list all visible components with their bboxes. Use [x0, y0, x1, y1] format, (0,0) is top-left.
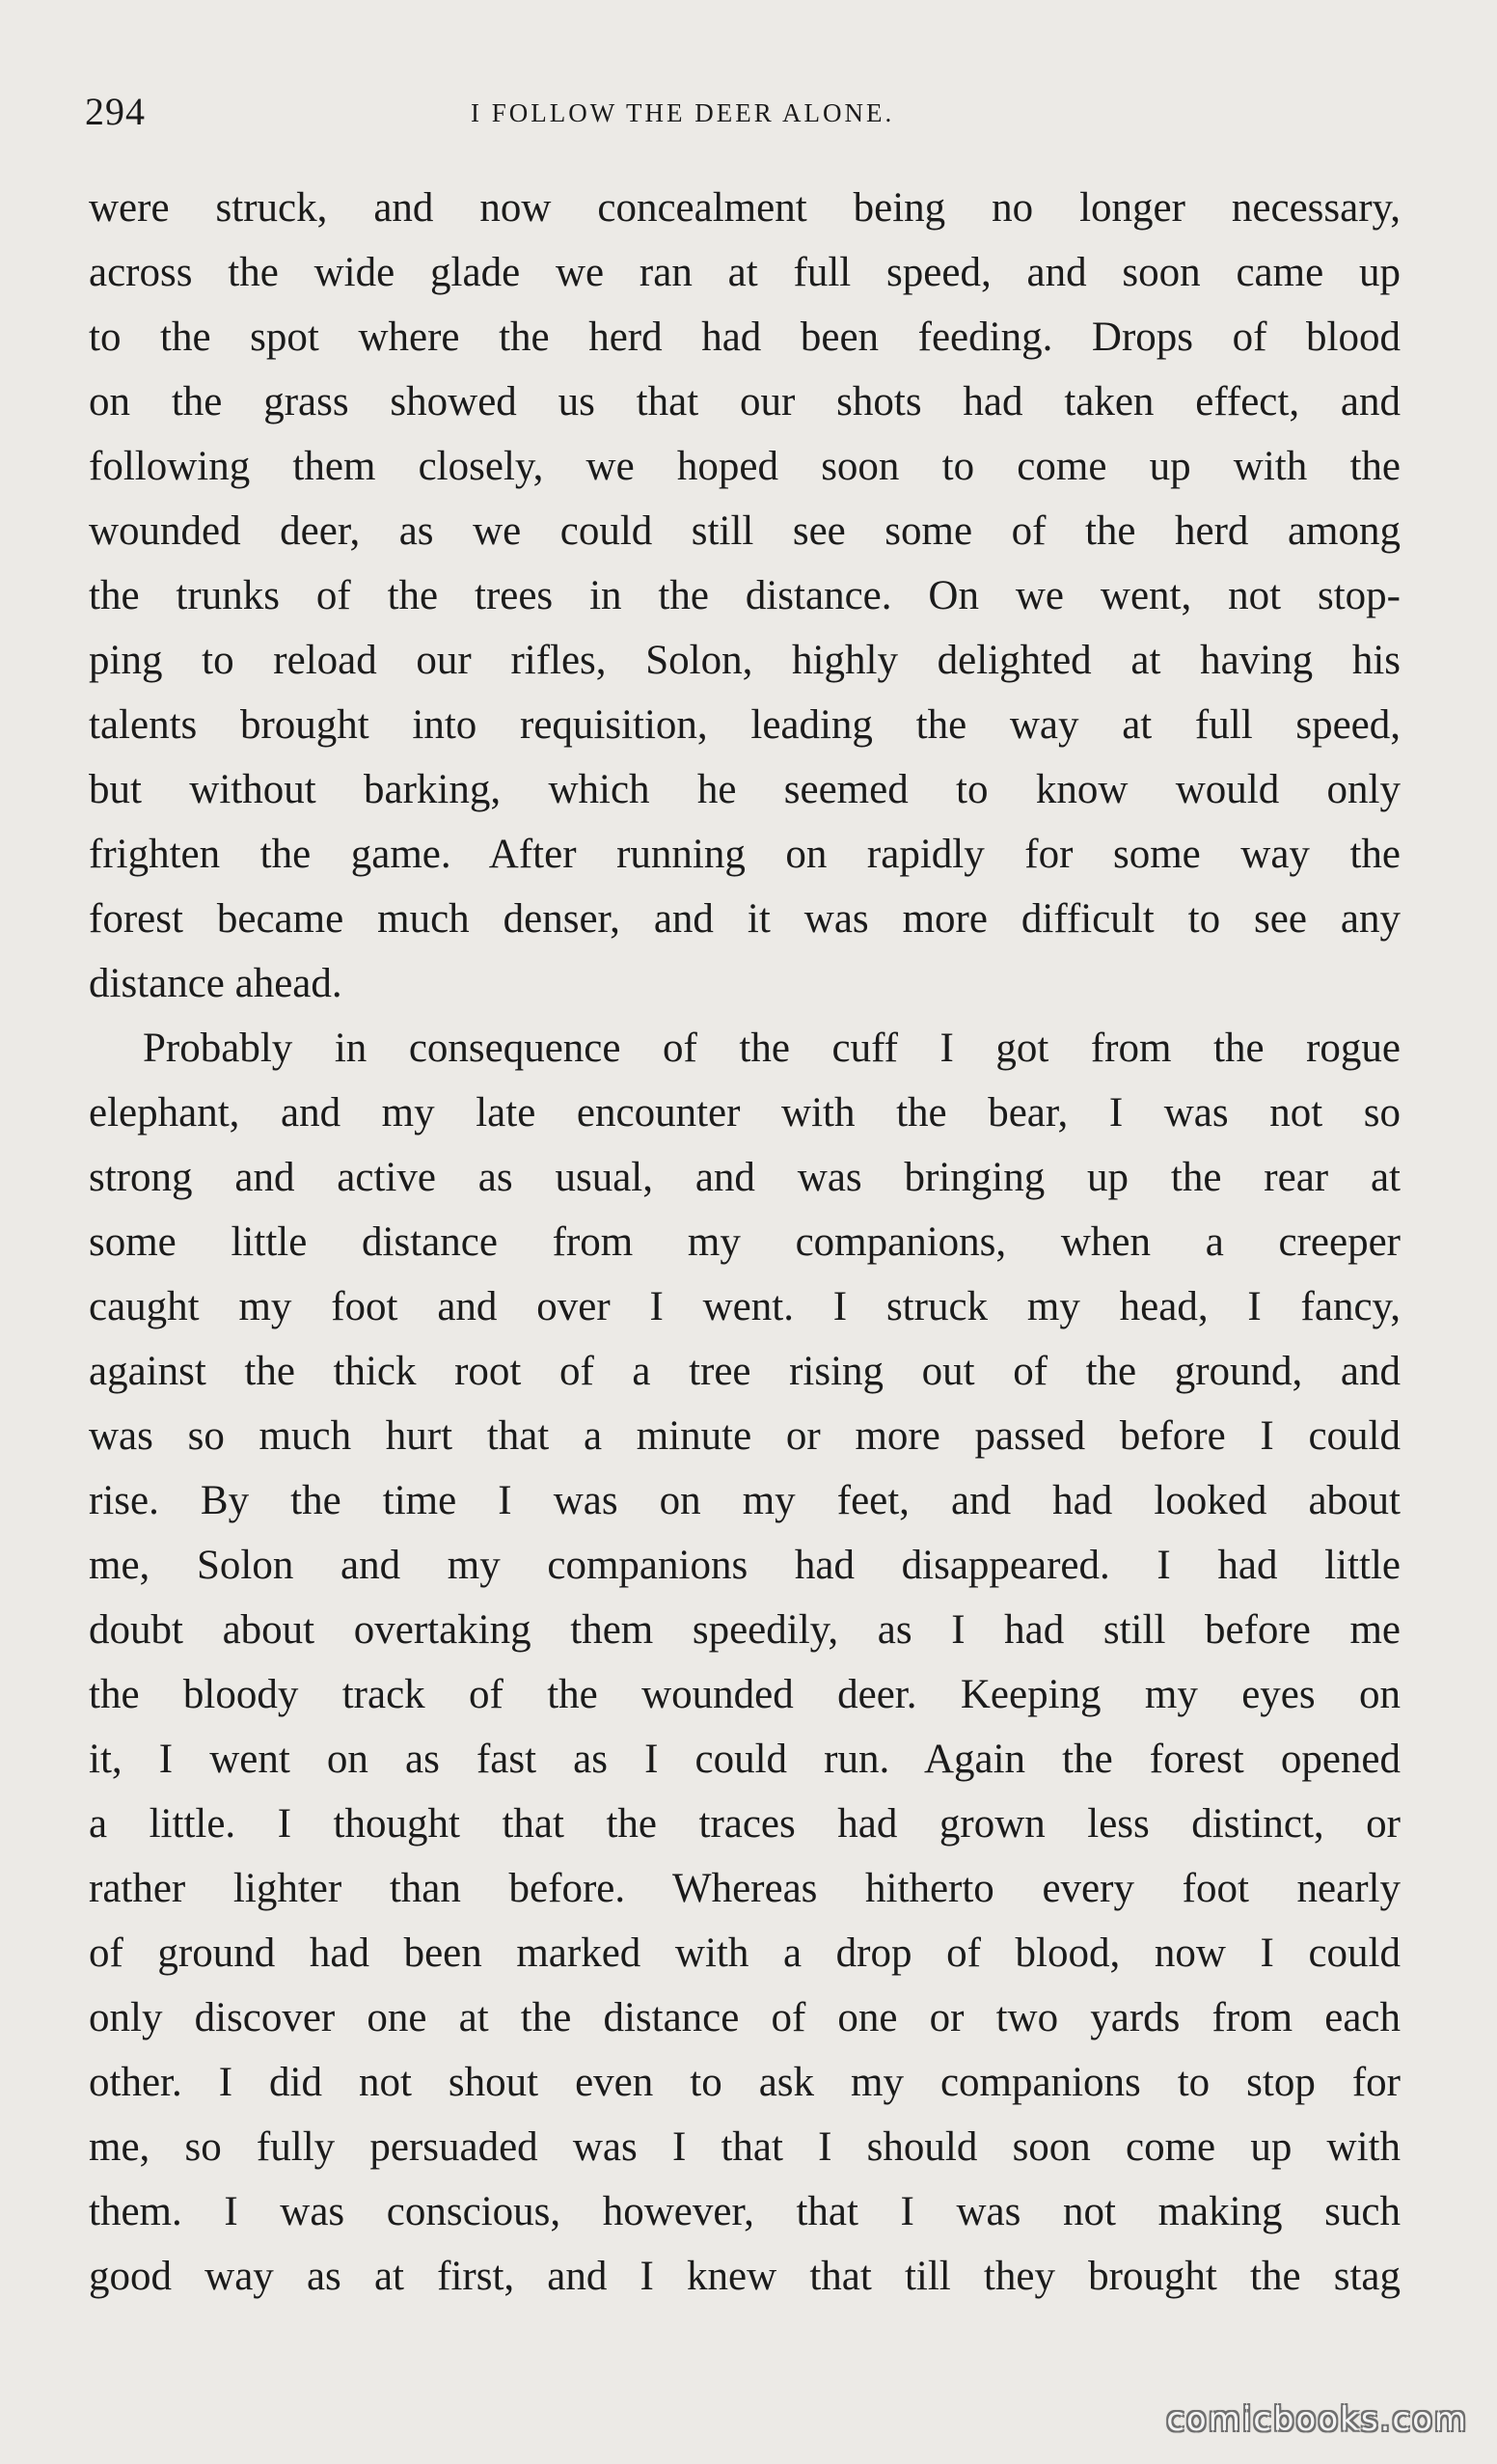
- text-line: good way as at first, and I knew that till they brought the stag: [89, 2254, 1401, 2299]
- text-line: rather lighter than before. Whereas hitherto every foot nearly: [89, 1866, 1401, 1911]
- text-line: were struck, and now concealment being no longer necessary,: [89, 185, 1401, 231]
- body-text: [89, 176, 1401, 2309]
- text-line: frighten the game. After running on rapidly for some way the: [89, 832, 1401, 877]
- text-line: caught my foot and over I went. I struck my head, I fancy,: [89, 1284, 1401, 1329]
- text-line: it, I went on as fast as I could run. Again the forest opened: [89, 1737, 1401, 1782]
- text-line: ping to reload our rifles, Solon, highly delighted at having his: [89, 638, 1401, 683]
- text-line: but without barking, which he seemed to know would only: [89, 767, 1401, 812]
- text-line: Probably in consequence of the cuff I got from the rogue: [143, 1026, 1401, 1071]
- text-line: distance ahead.: [89, 961, 342, 1006]
- text-line: me, so fully persuaded was I that I should soon come up with: [89, 2124, 1401, 2170]
- text-line: wounded deer, as we could still see some of the herd among: [89, 508, 1401, 554]
- text-line: them. I was conscious, however, that I was not making such: [89, 2189, 1401, 2234]
- running-head: I FOLLOW THE DEER ALONE.: [471, 98, 895, 127]
- text-line: forest became much denser, and it was more difficult to see any: [89, 896, 1401, 942]
- text-line: was so much hurt that a minute or more passed before I could: [89, 1413, 1401, 1459]
- text-line: elephant, and my late encounter with the bear, I was not so: [89, 1090, 1401, 1136]
- text-line: some little distance from my companions, when a creeper: [89, 1219, 1401, 1265]
- text-line: the trunks of the trees in the distance. On we went, not stop-: [89, 573, 1401, 618]
- text-line: the bloody track of the wounded deer. Keeping my eyes on: [89, 1672, 1401, 1717]
- page-number: 294: [85, 90, 146, 133]
- text-line: doubt about overtaking them speedily, as I had still before me: [89, 1607, 1401, 1653]
- text-line: strong and active as usual, and was bringing up the rear at: [89, 1155, 1401, 1200]
- paragraph: [89, 1016, 1401, 2309]
- text-line: of ground had been marked with a drop of blood, now I could: [89, 1930, 1401, 1976]
- text-line: talents brought into requisition, leading the way at full speed,: [89, 702, 1401, 748]
- text-line: rise. By the time I was on my feet, and had looked about: [89, 1478, 1401, 1523]
- text-line: a little. I thought that the traces had grown less distinct, or: [89, 1801, 1401, 1847]
- text-line: across the wide glade we ran at full speed, and soon came up: [89, 250, 1401, 295]
- text-line: me, Solon and my companions had disappeared. I had little: [89, 1543, 1401, 1588]
- text-line: following them closely, we hoped soon to come up with the: [89, 444, 1401, 489]
- paragraph: [89, 176, 1401, 1016]
- text-line: on the grass showed us that our shots had taken effect, and: [89, 379, 1401, 424]
- text-line: only discover one at the distance of one or two yards from each: [89, 1995, 1401, 2040]
- page-header: [85, 89, 1406, 147]
- text-line: to the spot where the herd had been feeding. Drops of blood: [89, 315, 1401, 360]
- text-line: other. I did not shout even to ask my companions to stop for: [89, 2060, 1401, 2105]
- text-line: against the thick root of a tree rising out of the ground, and: [89, 1349, 1401, 1394]
- watermark: comicbooks.com: [1166, 2400, 1468, 2439]
